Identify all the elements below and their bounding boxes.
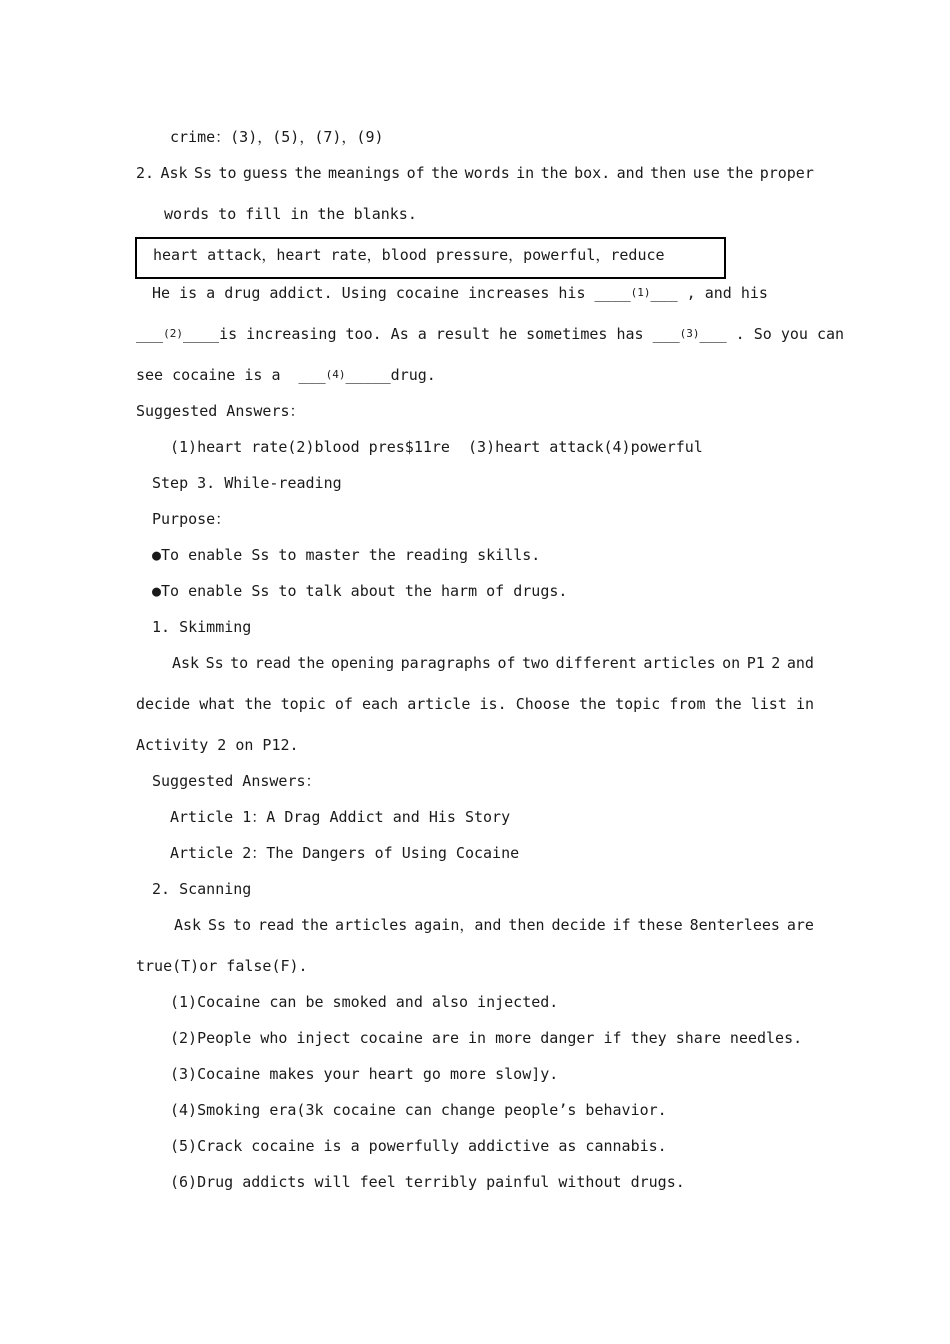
fill-blank-line-2 bbox=[136, 324, 844, 346]
word: 8enterlees bbox=[689, 916, 780, 934]
word: Ask bbox=[172, 654, 200, 672]
word: from bbox=[669, 695, 706, 713]
scanning-instruction-line-2: true(T)or false(F). bbox=[136, 957, 308, 975]
statement-6: (6)Drug addicts will feel terribly painful without drugs. bbox=[170, 1173, 685, 1191]
word: Ss bbox=[193, 164, 213, 182]
word: the bbox=[301, 916, 329, 934]
word: different bbox=[555, 654, 637, 672]
word: again，and bbox=[414, 916, 502, 934]
word: on bbox=[722, 654, 741, 672]
statement-1: (1)Cocaine can be smoked and also injected. bbox=[170, 993, 559, 1011]
skimming-instruction-line-2 bbox=[136, 694, 814, 714]
blank-number-4: (4) bbox=[325, 368, 346, 381]
word: and bbox=[786, 654, 814, 672]
statement-4: (4)Smoking era(3k cocaine can change people’s behavior. bbox=[170, 1101, 667, 1119]
skimming-instruction-line-3: Activity 2 on P12. bbox=[136, 736, 299, 754]
fill-blank-line-1 bbox=[152, 283, 768, 305]
step-3-heading: Step 3. While-reading bbox=[152, 474, 342, 492]
word: to bbox=[233, 916, 252, 934]
word: the bbox=[294, 164, 322, 182]
word: Ss bbox=[208, 916, 227, 934]
word: to bbox=[218, 164, 237, 182]
word: are bbox=[786, 916, 814, 934]
word: is. bbox=[479, 695, 507, 713]
word: articles bbox=[643, 654, 716, 672]
word: these bbox=[637, 916, 683, 934]
word: then bbox=[508, 916, 545, 934]
fill-text: see cocaine is a ___ bbox=[136, 366, 326, 384]
word: the bbox=[297, 654, 325, 672]
word: meanings bbox=[327, 164, 401, 182]
word: box. bbox=[574, 164, 611, 182]
statement-3: (3)Cocaine makes your heart go more slow]y. bbox=[170, 1065, 559, 1083]
skimming-instruction-line-1 bbox=[172, 653, 814, 673]
word: topic bbox=[615, 695, 661, 713]
article-1-answer: Article 1：A Drag Addict and His Story bbox=[170, 808, 511, 826]
crime-answers-line: crime：(3)，(5)，(7)，(9) bbox=[170, 128, 384, 146]
word: the bbox=[578, 695, 607, 713]
item-2-instruction bbox=[136, 163, 814, 183]
fill-blank-line-3 bbox=[136, 365, 436, 387]
word: words bbox=[464, 164, 510, 182]
word: Ss bbox=[205, 654, 224, 672]
article-2-answer: Article 2：The Dangers of Using Cocaine bbox=[170, 844, 520, 862]
purpose-bullet-1: ●To enable Ss to master the reading skills. bbox=[152, 546, 541, 564]
word: decide bbox=[136, 695, 191, 713]
word: and bbox=[616, 164, 644, 182]
word: article bbox=[407, 695, 471, 713]
scanning-heading: 2. Scanning bbox=[152, 880, 252, 898]
fill-text: He is a drug addict. Using cocaine increases his ____ bbox=[152, 284, 631, 302]
blank-number-1: (1) bbox=[630, 286, 651, 299]
word: use bbox=[692, 164, 720, 182]
word: 2. bbox=[136, 164, 155, 182]
word: to bbox=[230, 654, 249, 672]
word: the bbox=[726, 164, 754, 182]
word: two bbox=[522, 654, 550, 672]
word: in bbox=[516, 164, 535, 182]
fill-text: _____drug. bbox=[345, 366, 436, 384]
word: guess bbox=[242, 164, 289, 182]
purpose-bullet-2: ●To enable Ss to talk about the harm of drugs. bbox=[152, 582, 568, 600]
word: then bbox=[650, 164, 687, 182]
word: topic bbox=[280, 695, 326, 713]
word: the bbox=[244, 695, 272, 713]
word: list bbox=[750, 695, 787, 713]
word-box bbox=[135, 237, 726, 279]
word: proper bbox=[759, 164, 814, 182]
word: opening bbox=[330, 654, 395, 672]
word: in bbox=[795, 695, 814, 713]
suggested-answers-heading: Suggested Answers： bbox=[136, 402, 305, 420]
word: articles bbox=[335, 916, 408, 934]
statement-2: (2)People who inject cocaine are in more danger if they share needles. bbox=[170, 1029, 803, 1047]
word-box-text: heart attack，heart rate，blood pressure，powerful，reduce bbox=[153, 246, 665, 264]
purpose-heading: Purpose： bbox=[152, 510, 231, 528]
fill-text: ____is increasing too. As a result he sometimes has ___ bbox=[182, 325, 680, 343]
word: if bbox=[612, 916, 631, 934]
blank-number-3: (3) bbox=[679, 327, 700, 340]
word: decide bbox=[551, 916, 606, 934]
suggested-answers-heading-2: Suggested Answers： bbox=[152, 772, 321, 790]
word: 2 bbox=[771, 654, 781, 672]
word: Choose bbox=[515, 695, 570, 713]
word: Ask bbox=[174, 916, 202, 934]
word: of bbox=[497, 654, 516, 672]
word: Ask bbox=[160, 164, 188, 182]
word: P1 bbox=[746, 654, 765, 672]
statement-5: (5)Crack cocaine is a powerfully addictive as cannabis. bbox=[170, 1137, 667, 1155]
word: each bbox=[362, 695, 399, 713]
word: the bbox=[714, 695, 742, 713]
fill-text: ___ , and his bbox=[650, 284, 768, 302]
suggested-answers-list: (1)heart rate(2)blood pres$11re (3)heart attack(4)powerful bbox=[170, 438, 703, 456]
scanning-instruction-line-1 bbox=[174, 915, 814, 935]
word: the bbox=[540, 164, 568, 182]
word: what bbox=[199, 695, 236, 713]
word: of bbox=[334, 695, 353, 713]
skimming-heading: 1. Skimming bbox=[152, 618, 252, 636]
blank-number-2: (2) bbox=[163, 327, 183, 340]
item-2-instruction-cont: words to fill in the blanks. bbox=[164, 205, 417, 223]
fill-text: ___ bbox=[136, 325, 164, 343]
word: read bbox=[254, 654, 291, 672]
fill-text: ___ . So you can bbox=[699, 325, 845, 343]
word: read bbox=[257, 916, 295, 934]
word: of bbox=[406, 164, 425, 182]
word: the bbox=[431, 164, 459, 182]
word: paragraphs bbox=[400, 654, 491, 672]
